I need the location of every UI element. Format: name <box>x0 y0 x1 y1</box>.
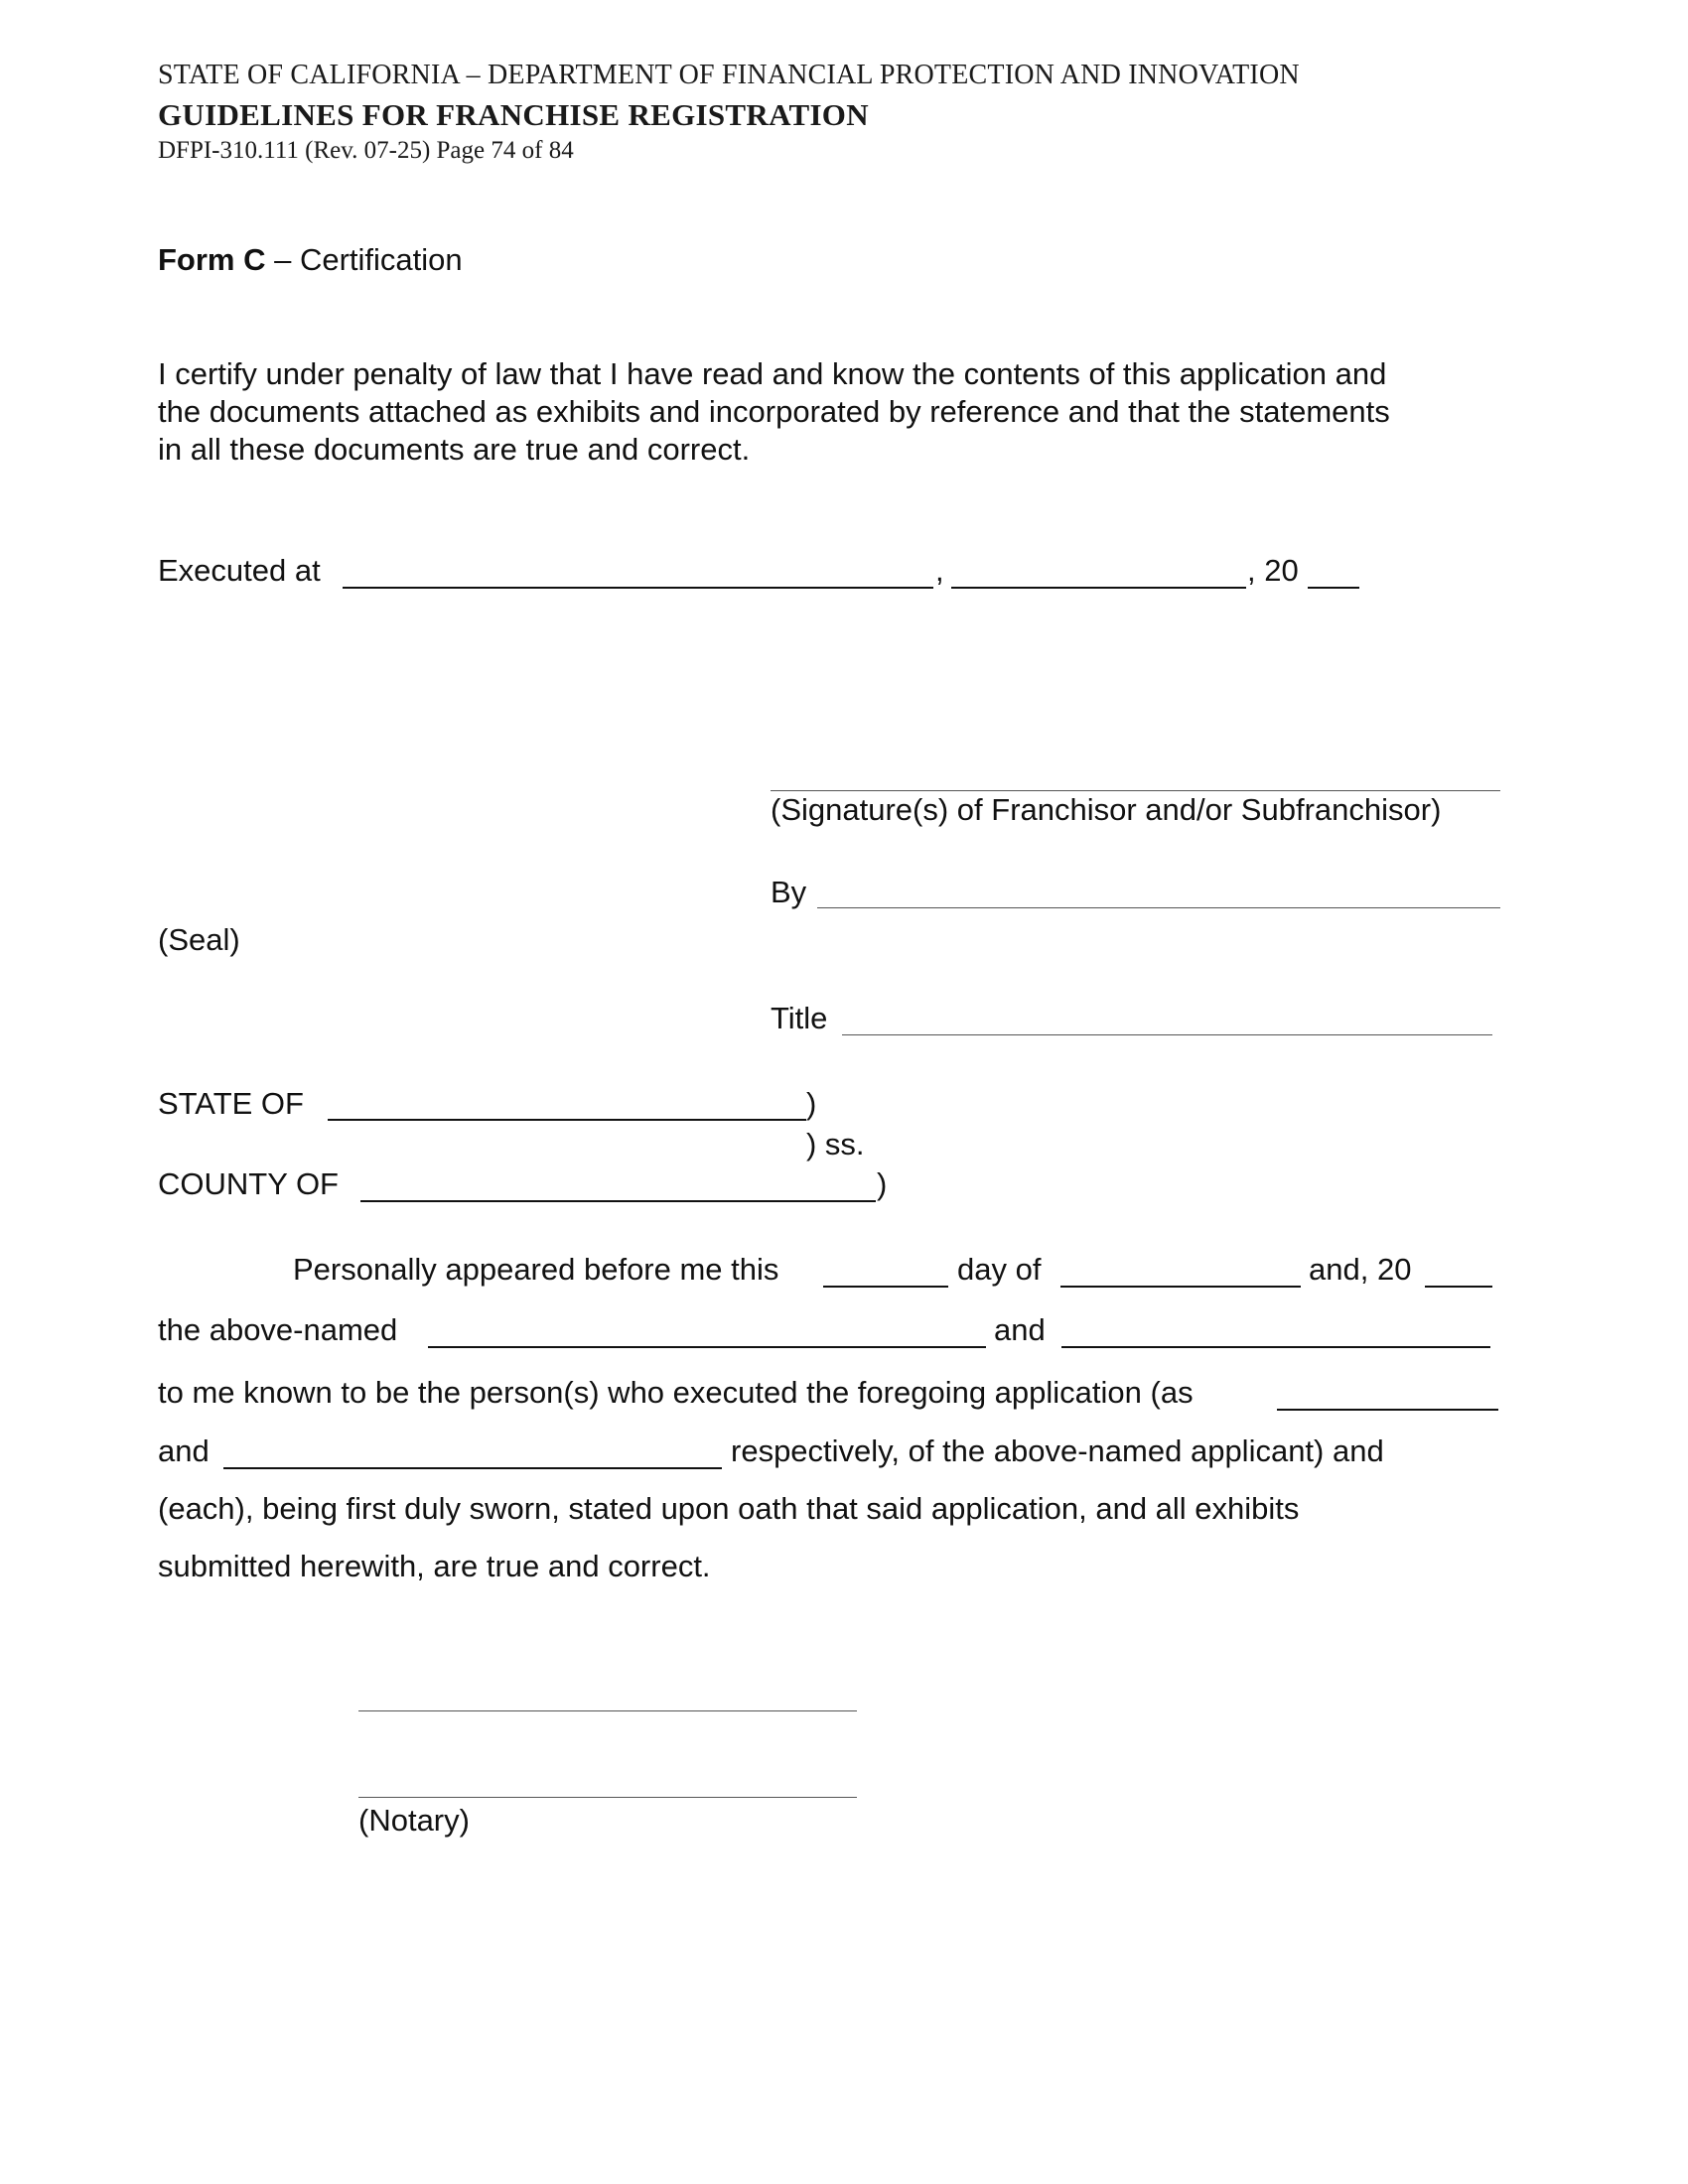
certification-line: the documents attached as exhibits and incorporated by reference and that the statements <box>158 394 1390 429</box>
jurat-respectively-text: respectively, of the above-named applicant) and <box>731 1433 1384 1468</box>
jurat-submitted-text: submitted herewith, are true and correct. <box>158 1549 711 1583</box>
certification-paragraph <box>158 355 1548 469</box>
form-dash: – <box>265 242 300 277</box>
executed-year-field[interactable] <box>1308 587 1359 589</box>
county-paren: ) <box>877 1166 888 1201</box>
executed-date-field[interactable] <box>951 587 1246 589</box>
jurat-and-text: and <box>994 1312 1046 1347</box>
notary-signature-line[interactable] <box>358 1710 857 1711</box>
jurat-name2-field[interactable] <box>1061 1346 1490 1348</box>
state-field[interactable] <box>328 1119 806 1121</box>
jurat-title2-field[interactable] <box>223 1467 722 1469</box>
certification-line: I certify under penalty of law that I have read and know the contents of this application and <box>158 356 1387 391</box>
county-field[interactable] <box>360 1200 876 1202</box>
signature-caption: (Signature(s) of Franchisor and/or Subfranchisor) <box>771 792 1442 827</box>
executed-comma: , <box>935 553 944 588</box>
executed-location-field[interactable] <box>343 587 933 589</box>
jurat-above-named-text: the above-named <box>158 1312 398 1347</box>
notary-caption: (Notary) <box>358 1803 470 1838</box>
jurat-appeared-text: Personally appeared before me this <box>293 1252 779 1287</box>
jurat-and2-text: and <box>158 1433 210 1468</box>
jurat-day-of-text: day of <box>957 1252 1042 1287</box>
page-title: GUIDELINES FOR FRANCHISE REGISTRATION <box>158 97 869 132</box>
form-subtitle: Certification <box>299 242 463 277</box>
ss-label: ) ss. <box>806 1127 865 1161</box>
by-field[interactable] <box>817 907 1500 908</box>
title-label: Title <box>771 1001 828 1035</box>
form-reference: DFPI-310.111 (Rev. 07-25) Page 74 of 84 <box>158 137 574 164</box>
jurat-sworn-text: (each), being first duly sworn, stated upon oath that said application, and all exhibits <box>158 1491 1300 1526</box>
certification-line: in all these documents are true and correct. <box>158 432 751 467</box>
county-of-label: COUNTY OF <box>158 1166 339 1201</box>
form-name: Form C <box>158 242 266 277</box>
title-field[interactable] <box>842 1034 1492 1035</box>
by-label: By <box>771 875 807 909</box>
state-paren: ) <box>806 1086 817 1121</box>
jurat-name1-field[interactable] <box>428 1346 986 1348</box>
notary-name-line[interactable] <box>358 1797 857 1798</box>
jurat-year-field[interactable] <box>1425 1286 1492 1288</box>
jurat-title1-field[interactable] <box>1277 1409 1498 1411</box>
jurat-month-field[interactable] <box>1060 1286 1301 1288</box>
executed-at-label: Executed at <box>158 553 321 588</box>
executed-year-prefix: , 20 <box>1247 553 1299 588</box>
form-heading <box>158 241 463 279</box>
jurat-known-text: to me known to be the person(s) who executed the foregoing application (as <box>158 1375 1194 1410</box>
jurat-day-field[interactable] <box>823 1286 948 1288</box>
state-of-label: STATE OF <box>158 1086 304 1121</box>
seal-label: (Seal) <box>158 922 240 957</box>
header-agency: STATE OF CALIFORNIA – DEPARTMENT OF FINANCIAL PROTECTION AND INNOVATION <box>158 60 1300 90</box>
jurat-year-text: and, 20 <box>1309 1252 1412 1287</box>
